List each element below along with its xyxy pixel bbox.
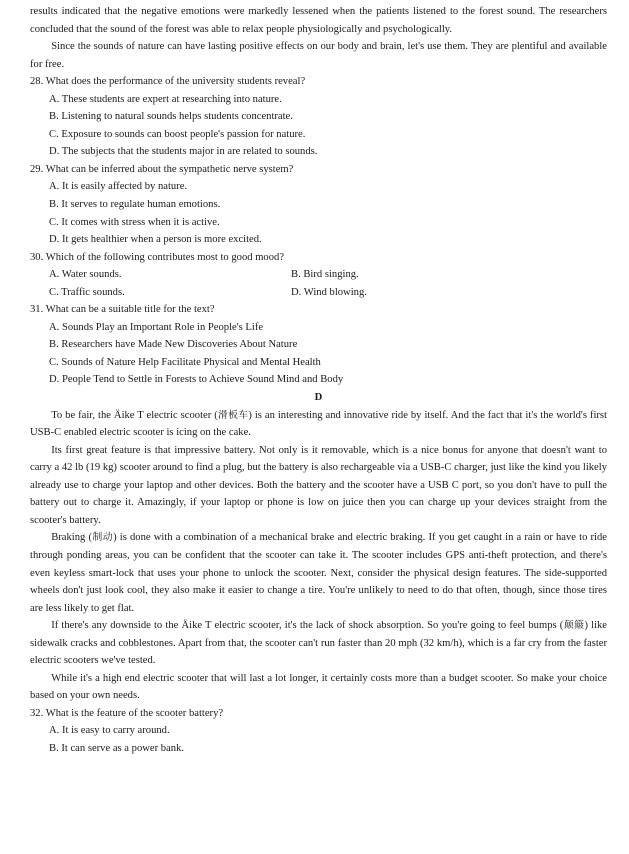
question-28-option-b: B. Listening to natural sounds helps students concentrate. — [49, 111, 293, 123]
chinese-gloss: 颠簸 — [563, 620, 585, 632]
question-31-option-c: C. Sounds of Nature Help Facilitate Physical and Mental Health — [49, 356, 321, 368]
passage-d-paragraph — [30, 407, 607, 442]
passage-d-paragraph: While it's a high end electric scooter that will last a lot longer, it certainly costs more than a budget scooter. So make your choice based on your own needs. — [30, 672, 607, 702]
question-28-option-a: A. These students are expert at researching into nature. — [49, 93, 282, 105]
passage-d-text: ) like sidewalk cracks and cobblestones. Apart from that, the scooter can't run faster than 20 mph (32 km/h), which is a far cry from the faster electric scooters we've tested. — [30, 620, 608, 667]
question-30-option-c: C. Traffic sounds. — [49, 286, 125, 298]
passage-c-paragraph: Since the sounds of nature can have lasting positive effects on our body and brain, let's use them. They are plentiful and available for free. — [30, 41, 607, 70]
question-28-option-c: C. Exposure to sounds can boost people's passion for nature. — [49, 128, 306, 140]
question-31-option-a: A. Sounds Play an Important Role in People's Life — [49, 321, 264, 333]
question-28-option-d: D. The subjects that the students major in are related to sounds. — [49, 146, 318, 158]
question-31-option-b: B. Researchers have Made New Discoveries About Nature — [49, 339, 298, 351]
question-32-option-a: A. It is easy to carry around. — [49, 725, 170, 737]
chinese-gloss: 制动 — [92, 532, 114, 544]
question-29-option-b: B. It serves to regulate human emotions. — [49, 199, 221, 211]
question-28-stem: 28. What does the performance of the university students reveal? — [30, 76, 306, 88]
question-31-stem: 31. What can be a suitable title for the text? — [30, 304, 215, 316]
question-30-option-a: A. Water sounds. — [49, 269, 122, 281]
question-30-options-row — [30, 284, 607, 302]
passage-d-paragraph — [30, 529, 607, 617]
chinese-gloss: 滑板车 — [217, 409, 249, 421]
passage-d-paragraph: Its first great feature is that impressive battery. Not only is it removable, which is a nice bonus for anyone that doesn't want to carry a 42 lb (19 kg) scooter around to find a plug, but the battery is also rechargeable via a USB-C charger, just like the kind you likely already use to charge your laptop and other devices. Both the battery and the scooter have a USB C port, so you don't have to pull the battery out to charge it. Amazingly, if your laptop or phone is low on juice then you can charge up your devices straight from the scooter's battery. — [30, 444, 607, 526]
question-30-option-d: D. Wind blowing. — [291, 286, 367, 298]
question-32-option-b: B. It can serve as a power bank. — [49, 742, 185, 754]
question-29-option-d: D. It gets healthier when a person is more excited. — [49, 234, 262, 246]
passage-d-text: ) is an interesting and innovative ride by itself. And the fact that it's the world's first USB-C enabled electric scooter is icing on the cake. — [30, 409, 607, 439]
question-30-stem: 30. Which of the following contributes most to good mood? — [30, 251, 285, 263]
question-32-stem: 32. What is the feature of the scooter battery? — [30, 707, 224, 719]
question-31-option-d: D. People Tend to Settle in Forests to Achieve Sound Mind and Body — [49, 374, 344, 386]
section-d-heading: D — [314, 392, 323, 404]
passage-d-text: To be fair, the Äike T electric scooter ( — [51, 409, 218, 421]
passage-d-text: If there's any downside to the Äike T electric scooter, it's the lack of shock absorption. So you're going to feel bumps ( — [51, 620, 564, 632]
question-29-option-a: A. It is easily affected by nature. — [49, 181, 188, 193]
passage-c-paragraph: results indicated that the negative emotions were markedly lessened when the patients listened to the forest sound. The researchers concluded that the sound of the forest was able to relax people physiologically and psychologically. — [30, 6, 607, 35]
question-29-stem: 29. What can be inferred about the sympathetic nerve system? — [30, 163, 294, 175]
passage-d-paragraph — [30, 617, 607, 670]
question-30-option-b: B. Bird singing. — [291, 269, 359, 281]
passage-d-text: ) is done with a combination of a mechanical brake and electric braking. If you get caught in a rain or have to ride through ponding areas, you can be confident that the scooter can take it. The scooter includes GPS anti-theft protection, and there's even keyless smart-lock that uses your phone to unlock the scooter. Next, consider the physical design features. The side-supported wheels don't just look cool, they also make it easier to change a tire. You're unlikely to need to do that often, though, since those tires are less likely to get flat. — [30, 532, 607, 614]
question-29-option-c: C. It comes with stress when it is active. — [49, 216, 220, 228]
question-30-options-row — [30, 266, 607, 284]
passage-d-text: Braking ( — [51, 532, 92, 544]
